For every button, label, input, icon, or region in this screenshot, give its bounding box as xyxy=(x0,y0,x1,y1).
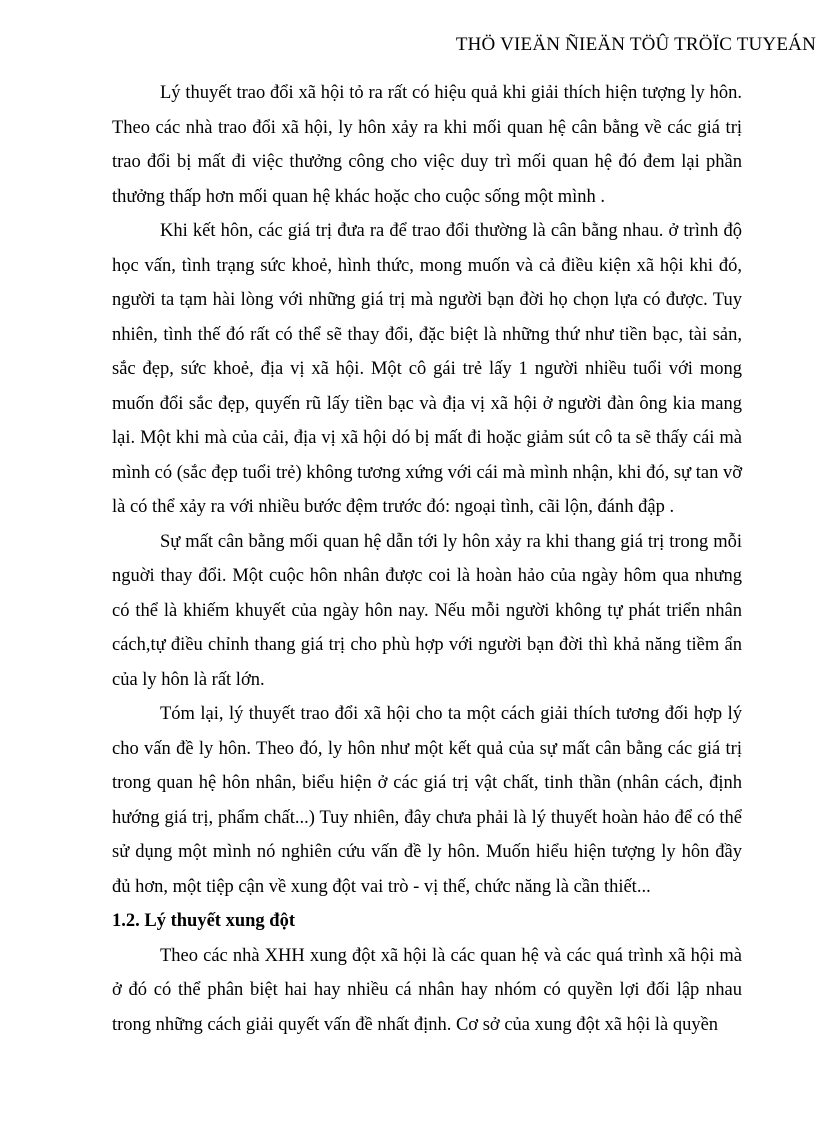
paragraph: Lý thuyết trao đổi xã hội tỏ ra rất có hiệu quả khi giải thích hiện tượng ly hôn. Theo các nhà trao đổi xã hội, ly hôn xảy ra khi mối quan hệ cân bằng về các giá trị trao đổi bị mất đi việc thưởng công cho việc duy trì mối quan hệ đó đem lại phần thưởng thấp hơn mối quan hệ khác hoặc cho cuộc sống một mình . xyxy=(112,83,742,207)
section-heading: 1.2. Lý thuyết xung đột xyxy=(112,911,295,931)
paragraph: Theo các nhà XHH xung đột xã hội là các quan hệ và các quá trình xã hội mà ở đó có thể phân biệt hai hay nhiều cá nhân hay nhóm có quyền lợi đối lập nhau trong những cách giải quyết vấn đề nhất định. Cơ sở của xung đột xã hội là quyền xyxy=(112,945,742,1035)
paragraph: Tóm lại, lý thuyết trao đổi xã hội cho ta một cách giải thích tương đối hợp lý cho vấn đề ly hôn. Theo đó, ly hôn như một kết quả của sự mất cân bằng các giá trị trong quan hệ hôn nhân, biểu hiện ở các giá trị vật chất, tinh thần (nhân cách, định hướng giá trị, phẩm chất...) Tuy nhiên, đây chưa phải là lý thuyết hoàn hảo để có thể sử dụng một mình nó nghiên cứu vấn đề ly hôn. Muốn hiểu hiện tượng ly hôn đầy đủ hơn, một tiệp cận về xung đột vai trò - vị thế, chức năng là cần thiết... xyxy=(112,704,742,897)
page-header: THÖ VIEÄN ÑIEÄN TÖÛ TRÖÏC TUYEÁN xyxy=(455,34,816,55)
document-body xyxy=(112,76,742,1042)
paragraph: Sự mất cân bằng mối quan hệ dẫn tới ly hôn xảy ra khi thang giá trị trong mỗi nguời thay đổi. Một cuộc hôn nhân được coi là hoàn hảo của ngày hôm qua nhưng có thể là khiếm khuyết của ngày hôn nay. Nếu mỗi người không tự phát triển nhân cách,tự điều chỉnh thang giá trị cho phù hợp với người bạn đời thì khả năng tiềm ẩn của ly hôn là rất lớn. xyxy=(112,531,742,690)
paragraph: Khi kết hôn, các giá trị đưa ra để trao đổi thường là cân bằng nhau. ở trình độ học vấn, tình trạng sức khoẻ, hình thức, mong muốn và cả điều kiện xã hội khi đó, người ta tạm hài lòng với những giá trị mà người bạn đời họ chọn lựa có được. Tuy nhiên, tình thế đó rất có thể sẽ thay đổi, đặc biệt là những thứ như tiền bạc, tài sản, sắc đẹp, sức khoẻ, địa vị xã hội. Một cô gái trẻ lấy 1 người nhiều tuổi với mong muốn đổi sắc đẹp, quyến rũ lấy tiền bạc và địa vị xã hội ở người đàn ông kia mang lại. Một khi mà của cải, địa vị xã hội dó bị mất đi hoặc giảm sút cô ta sẽ thấy cái mà mình có (sắc đẹp tuổi trẻ) không tương xứng với cái mà mình nhận, khi đó, sự tan vỡ là có thể xảy ra với nhiều bước đệm trước đó: ngoại tình, cãi lộn, đánh đập . xyxy=(112,221,742,517)
